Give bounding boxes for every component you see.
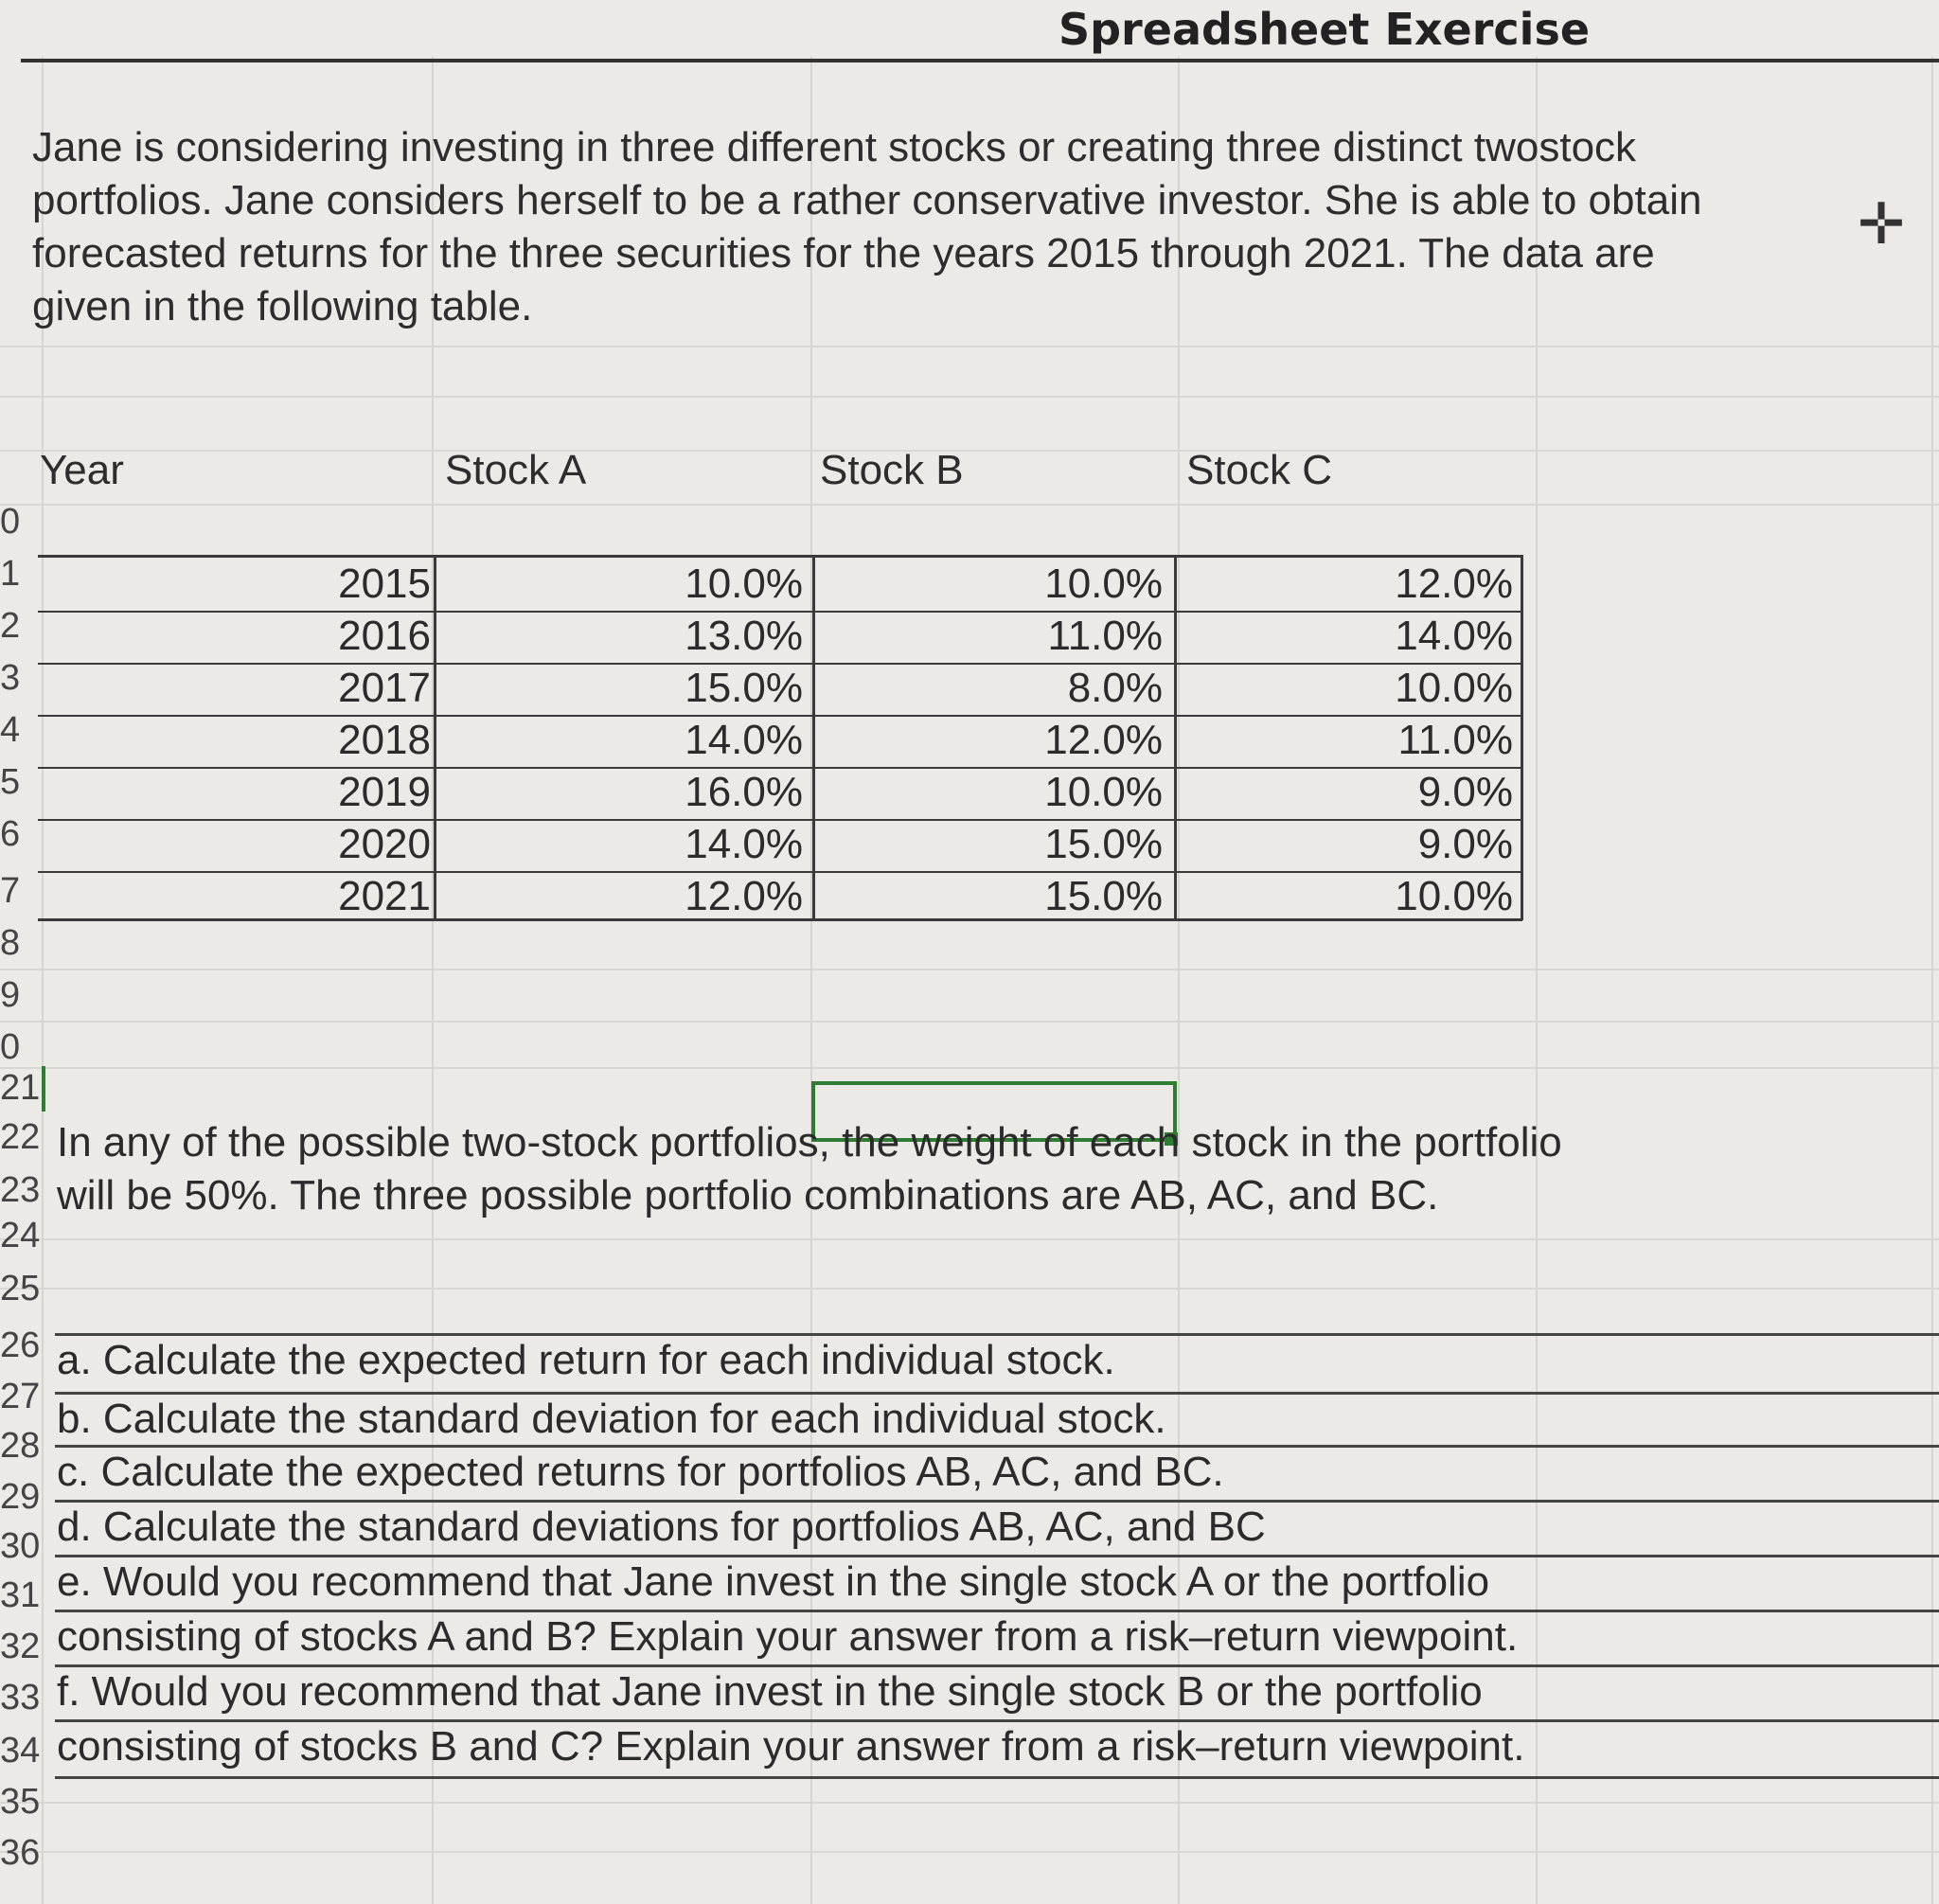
- stock-c-cell[interactable]: 10.0%: [1395, 665, 1513, 711]
- stock-b-cell[interactable]: 12.0%: [1044, 717, 1163, 763]
- gridline-horizontal: [0, 450, 1939, 452]
- gridline-vertical: [1931, 57, 1933, 1904]
- question-underline: [55, 1776, 1939, 1779]
- question-line: f. Would you recommend that Jane invest in the single stock B or the portfolio: [57, 1668, 1483, 1715]
- gridline-horizontal: [0, 396, 1939, 398]
- stock-c-cell[interactable]: 14.0%: [1395, 613, 1513, 659]
- question-underline: [55, 1610, 1939, 1612]
- header-stock-a[interactable]: Stock A: [445, 447, 587, 493]
- question-underline: [55, 1500, 1939, 1503]
- cell-cursor-indicator: [42, 1066, 45, 1112]
- portfolio-note-line-1: In any of the possible two-stock portfolios, the weight of each stock in the portfolio: [57, 1119, 1562, 1166]
- stock-a-cell[interactable]: 12.0%: [685, 873, 803, 919]
- stock-a-cell[interactable]: 15.0%: [685, 665, 803, 711]
- table-border: [812, 555, 815, 920]
- stock-c-cell[interactable]: 10.0%: [1395, 873, 1513, 919]
- table-border: [1174, 555, 1177, 920]
- question-line: a. Calculate the expected return for each individual stock.: [57, 1337, 1115, 1383]
- year-cell[interactable]: 2016: [338, 613, 431, 659]
- row-number[interactable]: 0: [0, 502, 21, 542]
- year-cell[interactable]: 2021: [338, 873, 431, 919]
- gridline-horizontal: [0, 504, 1939, 506]
- row-number[interactable]: 7: [0, 871, 21, 911]
- question-line: d. Calculate the standard deviations for portfolios AB, AC, and BC: [57, 1504, 1266, 1550]
- year-cell[interactable]: 2019: [338, 769, 431, 815]
- stock-b-cell[interactable]: 15.0%: [1044, 821, 1163, 867]
- header-stock-c[interactable]: Stock C: [1186, 447, 1333, 493]
- year-cell[interactable]: 2018: [338, 717, 431, 763]
- row-number[interactable]: 0: [0, 1027, 21, 1067]
- row-number[interactable]: 3: [0, 658, 21, 698]
- intro-paragraph: Jane is considering investing in three different stocks or creating three distinct twostock portfolios. Jane considers herself to be a rather conservative investor. She is able to obtain forecasted returns for the three securities for the years 2015 through 2021. The data are given in the following table.: [32, 124, 1702, 329]
- gridline-horizontal: [0, 969, 1939, 970]
- stock-a-cell[interactable]: 16.0%: [685, 769, 803, 815]
- gridline-vertical: [1536, 57, 1538, 1904]
- row-number[interactable]: 28: [0, 1426, 41, 1466]
- row-number[interactable]: 29: [0, 1477, 41, 1517]
- question-underline: [55, 1719, 1939, 1722]
- question-line: consisting of stocks B and C? Explain your answer from a risk–return viewpoint.: [57, 1723, 1525, 1770]
- crosshair-cursor-icon: ✛: [1857, 192, 1906, 256]
- gridline-horizontal: [0, 1288, 1939, 1290]
- row-number[interactable]: 9: [0, 975, 21, 1015]
- gridline-horizontal: [0, 1021, 1939, 1023]
- row-number[interactable]: 36: [0, 1833, 41, 1873]
- stock-a-cell[interactable]: 10.0%: [685, 561, 803, 607]
- question-line: consisting of stocks A and B? Explain your answer from a risk–return viewpoint.: [57, 1613, 1519, 1660]
- row-number[interactable]: 24: [0, 1216, 41, 1255]
- title-underline: [21, 59, 1939, 62]
- stock-b-cell[interactable]: 10.0%: [1044, 769, 1163, 815]
- row-number[interactable]: 22: [0, 1117, 41, 1157]
- stock-b-cell[interactable]: 8.0%: [1067, 665, 1163, 711]
- question-line: e. Would you recommend that Jane invest in the single stock A or the portfolio: [57, 1558, 1490, 1605]
- gridline-horizontal: [0, 346, 1939, 347]
- stock-b-cell[interactable]: 10.0%: [1044, 561, 1163, 607]
- question-underline: [55, 1555, 1939, 1557]
- row-number[interactable]: 34: [0, 1731, 41, 1771]
- stock-c-cell[interactable]: 9.0%: [1417, 769, 1513, 815]
- row-number[interactable]: 5: [0, 762, 21, 802]
- question-line: c. Calculate the expected returns for portfolios AB, AC, and BC.: [57, 1449, 1224, 1495]
- table-border: [434, 555, 436, 920]
- question-underline: [55, 1392, 1939, 1395]
- row-number[interactable]: 1: [0, 554, 21, 594]
- gridline-horizontal: [0, 1238, 1939, 1240]
- stock-a-cell[interactable]: 14.0%: [685, 821, 803, 867]
- gridline-horizontal: [0, 1067, 1939, 1069]
- stock-a-cell[interactable]: 14.0%: [685, 717, 803, 763]
- stock-c-cell[interactable]: 9.0%: [1417, 821, 1513, 867]
- row-number[interactable]: 21: [0, 1068, 41, 1108]
- row-number[interactable]: 33: [0, 1678, 41, 1717]
- row-number[interactable]: 23: [0, 1170, 41, 1210]
- row-number[interactable]: 32: [0, 1627, 41, 1666]
- row-number[interactable]: 8: [0, 923, 21, 963]
- question-underline: [55, 1445, 1939, 1448]
- table-border: [38, 555, 1522, 558]
- stock-a-cell[interactable]: 13.0%: [685, 613, 803, 659]
- stock-c-cell[interactable]: 11.0%: [1397, 717, 1513, 763]
- row-number[interactable]: 4: [0, 710, 21, 750]
- row-number[interactable]: 25: [0, 1269, 41, 1308]
- row-number[interactable]: 6: [0, 814, 21, 854]
- header-stock-b[interactable]: Stock B: [820, 447, 964, 493]
- row-number[interactable]: 26: [0, 1326, 41, 1365]
- row-number[interactable]: 35: [0, 1782, 41, 1822]
- gridline-horizontal: [0, 1851, 1939, 1853]
- question-underline: [55, 1664, 1939, 1667]
- table-border: [1521, 555, 1523, 920]
- row-number[interactable]: 2: [0, 606, 21, 646]
- row-number[interactable]: 27: [0, 1377, 41, 1416]
- stock-b-cell[interactable]: 11.0%: [1047, 613, 1163, 659]
- portfolio-note-line-2: will be 50%. The three possible portfolio combinations are AB, AC, and BC.: [57, 1172, 1439, 1219]
- row-number[interactable]: 30: [0, 1526, 41, 1566]
- sheet-title: Spreadsheet Exercise: [1058, 4, 1591, 55]
- stock-c-cell[interactable]: 12.0%: [1395, 561, 1513, 607]
- year-cell[interactable]: 2017: [338, 665, 431, 711]
- header-year[interactable]: Year: [40, 447, 124, 493]
- question-underline: [55, 1333, 1939, 1336]
- gridline-horizontal: [0, 1802, 1939, 1804]
- year-cell[interactable]: 2015: [338, 561, 431, 607]
- row-number[interactable]: 31: [0, 1575, 41, 1615]
- stock-b-cell[interactable]: 15.0%: [1044, 873, 1163, 919]
- year-cell[interactable]: 2020: [338, 821, 431, 867]
- question-line: b. Calculate the standard deviation for each individual stock.: [57, 1396, 1166, 1442]
